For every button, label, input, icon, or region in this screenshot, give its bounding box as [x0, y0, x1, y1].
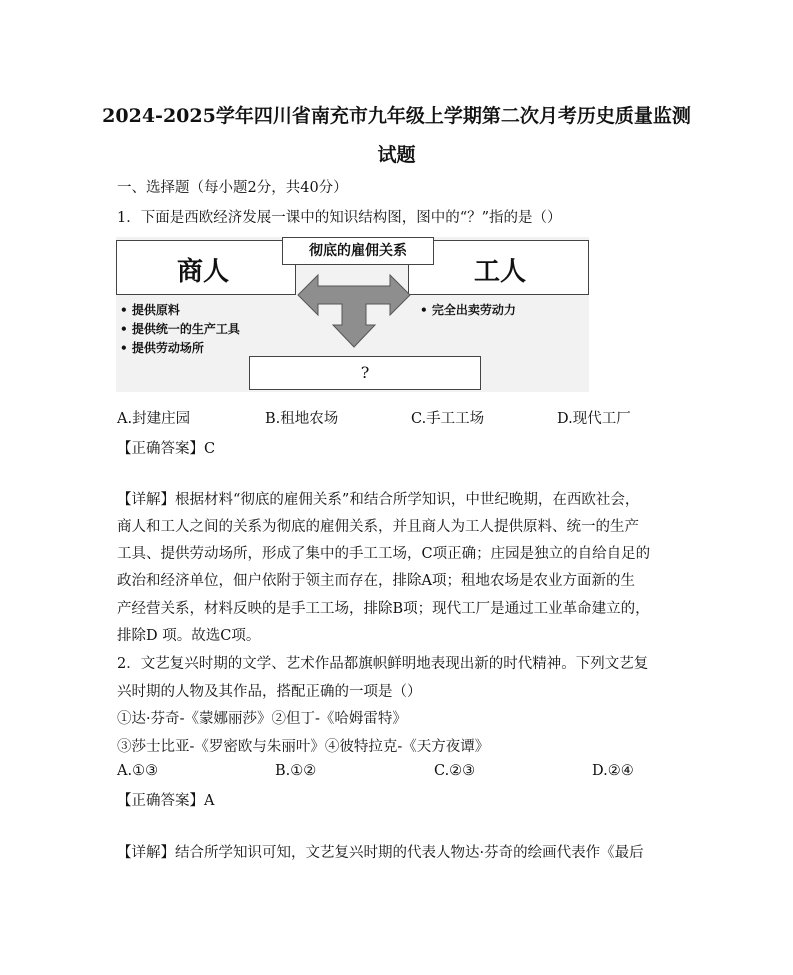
q1-answer: 【正确答案】C — [117, 441, 216, 457]
merchant-box — [116, 240, 296, 295]
question-1-stem: 1．下面是西欧经济发展一课中的知识结构图，图中的“？”指的是（） — [117, 210, 562, 226]
q1-option-b: B.租地农场 — [265, 411, 339, 427]
merchant-bullet-2: • 提供统一的生产工具 — [120, 320, 240, 337]
question-2-stem-cont: 兴时期的人物及其作品，搭配正确的一项是（） — [117, 684, 422, 700]
worker-box — [408, 240, 589, 295]
q2-option-b: B.①② — [275, 763, 317, 779]
employment-relation-label: 彻底的雇佣关系 — [282, 237, 434, 265]
document-title-cont: 试题 — [377, 144, 416, 166]
q1-detail-line: 产经营关系，材料反映的是手工工场，排除B项；现代工厂是通过工业革命建立的， — [117, 601, 650, 617]
merchant-bullet-1: • 提供原料 — [120, 301, 180, 318]
merchant-bullet-3: • 提供劳动场所 — [120, 339, 204, 356]
q2-answer: 【正确答案】A — [117, 793, 215, 809]
q2-items-line: ③莎士比亚-《罗密欧与朱丽叶》④彼特拉克-《天方夜谭》 — [117, 739, 490, 755]
q1-detail-line: 政治和经济单位，佃户依附于领主而存在，排除A项；租地农场是农业方面新的生 — [117, 573, 635, 589]
document-title: 2024-2025学年四川省南充市九年级上学期第二次月考历史质量监测 — [102, 105, 691, 127]
q1-option-a: A.封建庄园 — [117, 411, 191, 427]
worker-bullet-1: • 完全出卖劳动力 — [420, 301, 516, 318]
q1-option-d: D.现代工厂 — [557, 411, 631, 427]
section-heading: 一、选择题（每小题2分，共40分） — [117, 180, 348, 196]
q1-detail-line: 商人和工人之间的关系为彻底的雇佣关系，并且商人为工人提供原料、统一的生产 — [117, 519, 639, 535]
q1-detail-line: 工具、提供劳动场所，形成了集中的手工工场，C项正确；庄园是独立的自给自足的 — [117, 546, 651, 562]
knowledge-structure-diagram — [116, 237, 589, 392]
two-way-arrow-icon — [296, 271, 412, 349]
worker-label: 工人 — [474, 257, 527, 287]
q2-option-a: A.①③ — [117, 763, 159, 779]
q2-option-d: D.②④ — [592, 763, 634, 779]
question-2-stem: 2．文艺复兴时期的文学、艺术作品都旗帜鲜明地表现出新的时代精神。下列文艺复 — [117, 656, 649, 672]
q2-detail-line: 【详解】结合所学知识可知，文艺复兴时期的代表人物达·芬奇的绘画代表作《最后 — [117, 845, 644, 861]
unknown-answer-box: ? — [249, 356, 481, 390]
q1-option-c: C.手工工场 — [411, 411, 485, 427]
q1-detail-line: 【详解】根据材料“彻底的雇佣关系”和结合所学知识，中世纪晚期，在西欧社会， — [117, 492, 640, 508]
q2-items-line: ①达·芬奇-《蒙娜丽莎》②但丁-《哈姆雷特》 — [117, 711, 407, 727]
q2-option-c: C.②③ — [434, 763, 476, 779]
q1-detail-line: 排除D 项。故选C项。 — [117, 628, 261, 644]
merchant-label: 商人 — [177, 257, 230, 287]
